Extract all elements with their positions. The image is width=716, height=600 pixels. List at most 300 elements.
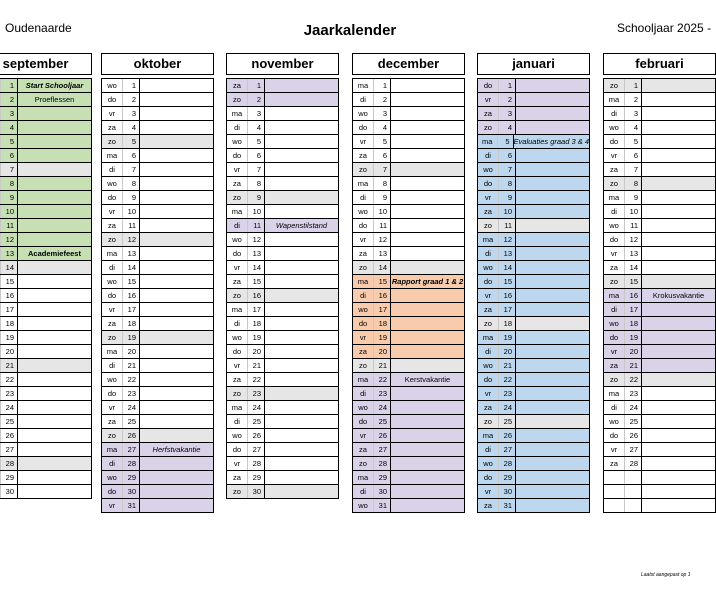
day-row — [478, 107, 589, 121]
month-column-februari — [603, 53, 716, 513]
day-number-cell: 1 — [625, 79, 642, 92]
day-number-cell: 16 — [374, 289, 391, 302]
event-cell — [18, 401, 91, 414]
weekday-cell: za — [604, 457, 625, 470]
weekday-cell: vr — [227, 261, 248, 274]
day-row — [604, 219, 715, 233]
weekday-cell: zo — [227, 387, 248, 400]
day-row — [0, 387, 91, 401]
day-number-cell: 5 — [374, 135, 391, 148]
event-cell — [18, 457, 91, 470]
event-cell — [265, 149, 338, 162]
day-number-cell: 17 — [374, 303, 391, 316]
event-cell — [140, 289, 213, 302]
day-row — [102, 331, 213, 345]
day-number-cell: 19 — [248, 331, 265, 344]
event-cell — [516, 345, 589, 358]
weekday-cell: zo — [604, 373, 625, 386]
day-row — [227, 401, 338, 415]
day-row — [0, 457, 91, 471]
day-row — [102, 387, 213, 401]
weekday-cell: ma — [604, 191, 625, 204]
event-cell — [140, 485, 213, 498]
day-row — [227, 275, 338, 289]
day-row — [353, 163, 464, 177]
event-cell — [18, 485, 91, 498]
event-cell — [140, 135, 213, 148]
day-number-cell: 28 — [123, 457, 140, 470]
event-cell — [140, 93, 213, 106]
day-number-cell: 27 — [374, 443, 391, 456]
day-row — [0, 219, 91, 233]
day-number-cell: 15 — [625, 275, 642, 288]
day-number-cell: 9 — [123, 191, 140, 204]
event-cell — [516, 415, 589, 428]
event-cell — [140, 247, 213, 260]
weekday-cell: wo — [604, 121, 625, 134]
day-number-cell: 26 — [374, 429, 391, 442]
weekday-cell: do — [102, 93, 123, 106]
day-number-cell: 18 — [374, 317, 391, 330]
day-number-cell: 23 — [625, 387, 642, 400]
weekday-cell: wo — [604, 317, 625, 330]
weekday-cell: za — [102, 121, 123, 134]
day-row — [478, 317, 589, 331]
event-cell — [18, 149, 91, 162]
day-row — [478, 205, 589, 219]
day-row — [604, 135, 715, 149]
weekday-cell: za — [478, 401, 499, 414]
day-number-cell: 27 — [1, 443, 18, 456]
day-number-cell: 31 — [499, 499, 516, 512]
day-row — [0, 331, 91, 345]
event-cell — [18, 443, 91, 456]
event-cell — [391, 79, 464, 92]
event-cell — [642, 233, 715, 246]
day-row — [227, 373, 338, 387]
day-row — [227, 205, 338, 219]
weekday-cell: wo — [353, 205, 374, 218]
day-row — [0, 149, 91, 163]
day-number-cell: 6 — [248, 149, 265, 162]
day-row — [227, 219, 338, 233]
weekday-cell: di — [478, 149, 499, 162]
day-row — [227, 415, 338, 429]
day-row — [227, 471, 338, 485]
event-cell — [18, 387, 91, 400]
day-number-cell: 6 — [123, 149, 140, 162]
weekday-cell: vr — [478, 93, 499, 106]
event-cell — [265, 121, 338, 134]
day-number-cell: 10 — [625, 205, 642, 218]
day-row — [0, 429, 91, 443]
day-number-cell: 29 — [499, 471, 516, 484]
weekday-cell: do — [102, 387, 123, 400]
day-row — [604, 303, 715, 317]
weekday-cell: ma — [604, 289, 625, 302]
weekday-cell: zo — [227, 93, 248, 106]
day-row — [604, 79, 715, 93]
day-row — [0, 485, 91, 499]
day-row — [478, 373, 589, 387]
day-number-cell: 18 — [123, 317, 140, 330]
weekday-cell: za — [227, 275, 248, 288]
weekday-cell: zo — [604, 177, 625, 190]
day-number-cell: 9 — [499, 191, 516, 204]
event-cell — [516, 289, 589, 302]
event-cell — [391, 485, 464, 498]
event-cell — [265, 107, 338, 120]
day-number-cell: 16 — [499, 289, 516, 302]
day-number-cell: 16 — [248, 289, 265, 302]
day-number-cell: 2 — [248, 93, 265, 106]
weekday-cell: wo — [353, 107, 374, 120]
event-cell: Proeflessen — [34, 95, 75, 104]
day-number-cell: 31 — [374, 499, 391, 512]
day-row — [102, 485, 213, 499]
day-row — [102, 303, 213, 317]
day-number-cell: 20 — [248, 345, 265, 358]
event-cell — [516, 149, 589, 162]
event-cell — [516, 93, 589, 106]
day-number-cell — [625, 499, 642, 512]
day-row — [478, 233, 589, 247]
weekday-cell: zo — [478, 415, 499, 428]
weekday-cell: za — [478, 107, 499, 120]
event-cell — [516, 359, 589, 372]
day-row — [0, 359, 91, 373]
day-number-cell: 3 — [374, 107, 391, 120]
event-cell — [265, 289, 338, 302]
weekday-cell: zo — [102, 233, 123, 246]
event-cell — [642, 317, 715, 330]
day-number-cell: 19 — [499, 331, 516, 344]
day-row — [227, 457, 338, 471]
weekday-cell: za — [227, 177, 248, 190]
weekday-cell: zo — [478, 317, 499, 330]
day-number-cell: 22 — [123, 373, 140, 386]
weekday-cell: do — [227, 247, 248, 260]
weekday-cell: zo — [102, 135, 123, 148]
weekday-cell: vr — [102, 107, 123, 120]
month-column-november — [226, 53, 339, 499]
day-number-cell: 6 — [1, 149, 18, 162]
day-number-cell: 2 — [374, 93, 391, 106]
weekday-cell: do — [227, 443, 248, 456]
event-cell — [18, 345, 91, 358]
weekday-cell: ma — [227, 401, 248, 414]
weekday-cell: wo — [227, 429, 248, 442]
day-number-cell: 23 — [123, 387, 140, 400]
day-number-cell: 25 — [248, 415, 265, 428]
weekday-cell: di — [102, 261, 123, 274]
weekday-cell: zo — [353, 359, 374, 372]
event-cell — [140, 219, 213, 232]
event-cell — [140, 331, 213, 344]
day-number-cell: 28 — [248, 457, 265, 470]
day-row — [227, 429, 338, 443]
page-title: Jaarkalender — [303, 22, 397, 39]
weekday-cell: vr — [102, 401, 123, 414]
weekday-cell: wo — [604, 219, 625, 232]
day-row — [0, 247, 91, 261]
day-number-cell: 24 — [248, 401, 265, 414]
event-cell — [516, 317, 589, 330]
day-row — [478, 149, 589, 163]
day-row — [227, 121, 338, 135]
weekday-cell: vr — [102, 303, 123, 316]
weekday-cell: ma — [604, 93, 625, 106]
event-cell — [391, 429, 464, 442]
day-number-cell: 15 — [374, 275, 391, 288]
event-cell — [391, 247, 464, 260]
weekday-cell: ma — [102, 345, 123, 358]
day-number-cell: 12 — [499, 233, 516, 246]
weekday-cell: di — [478, 345, 499, 358]
day-row — [0, 177, 91, 191]
weekday-cell: za — [102, 415, 123, 428]
event-cell — [265, 373, 338, 386]
day-row — [478, 303, 589, 317]
day-row — [227, 331, 338, 345]
weekday-cell: wo — [102, 79, 123, 92]
day-number-cell: 8 — [374, 177, 391, 190]
event-cell — [516, 107, 589, 120]
day-row — [227, 485, 338, 499]
day-row — [0, 401, 91, 415]
weekday-cell: zo — [478, 219, 499, 232]
weekday-cell: do — [353, 121, 374, 134]
day-row — [0, 205, 91, 219]
day-row — [353, 415, 464, 429]
event-cell — [265, 345, 338, 358]
event-cell — [391, 401, 464, 414]
day-row — [102, 317, 213, 331]
event-cell — [642, 359, 715, 372]
event-cell — [642, 373, 715, 386]
event-cell — [140, 275, 213, 288]
event-cell — [516, 219, 589, 232]
day-row — [604, 457, 715, 471]
day-row — [227, 191, 338, 205]
event-cell — [265, 471, 338, 484]
day-row — [478, 443, 589, 457]
day-number-cell: 9 — [1, 191, 18, 204]
day-number-cell: 26 — [248, 429, 265, 442]
weekday-cell: za — [353, 345, 374, 358]
day-row — [353, 177, 464, 191]
event-cell — [516, 443, 589, 456]
day-row — [604, 275, 715, 289]
day-row — [353, 471, 464, 485]
weekday-cell: vr — [353, 429, 374, 442]
day-number-cell: 22 — [1, 373, 18, 386]
day-row — [102, 415, 213, 429]
day-number-cell: 19 — [1, 331, 18, 344]
event-cell — [391, 303, 464, 316]
day-number-cell: 8 — [248, 177, 265, 190]
weekday-cell: zo — [102, 331, 123, 344]
event-cell — [265, 303, 338, 316]
day-row — [227, 233, 338, 247]
event-cell: Academiefeest — [28, 249, 81, 258]
event-cell — [516, 163, 589, 176]
day-number-cell: 5 — [1, 135, 18, 148]
day-row — [102, 247, 213, 261]
day-row — [0, 317, 91, 331]
day-number-cell: 6 — [625, 149, 642, 162]
day-number-cell: 22 — [374, 373, 391, 386]
event-cell — [516, 121, 589, 134]
day-number-cell: 22 — [625, 373, 642, 386]
event-cell — [265, 261, 338, 274]
weekday-cell: ma — [353, 275, 374, 288]
weekday-cell: do — [227, 345, 248, 358]
day-number-cell: 30 — [374, 485, 391, 498]
event-cell — [18, 415, 91, 428]
day-row — [604, 471, 715, 485]
day-number-cell: 12 — [123, 233, 140, 246]
day-row — [102, 429, 213, 443]
day-row — [102, 219, 213, 233]
weekday-cell: vr — [227, 163, 248, 176]
event-cell — [140, 401, 213, 414]
event-cell — [642, 485, 715, 498]
day-row — [102, 149, 213, 163]
day-row — [604, 247, 715, 261]
day-row — [0, 345, 91, 359]
day-row — [353, 121, 464, 135]
event-cell — [516, 401, 589, 414]
day-row — [604, 485, 715, 499]
weekday-cell: za — [227, 373, 248, 386]
event-cell — [516, 303, 589, 316]
weekday-cell: zo — [227, 289, 248, 302]
day-row — [353, 191, 464, 205]
day-number-cell: 20 — [123, 345, 140, 358]
day-number-cell: 27 — [499, 443, 516, 456]
day-number-cell: 18 — [248, 317, 265, 330]
event-cell — [265, 163, 338, 176]
day-row — [0, 471, 91, 485]
day-row — [478, 331, 589, 345]
day-row — [478, 415, 589, 429]
event-cell — [140, 191, 213, 204]
weekday-cell: di — [227, 121, 248, 134]
day-row — [353, 387, 464, 401]
event-cell — [391, 443, 464, 456]
day-number-cell: 8 — [1, 177, 18, 190]
event-cell: Herfstvakantie — [152, 445, 201, 454]
day-row — [0, 275, 91, 289]
event-cell — [391, 331, 464, 344]
day-row — [102, 261, 213, 275]
weekday-cell: vr — [353, 331, 374, 344]
day-row — [227, 317, 338, 331]
day-number-cell: 27 — [248, 443, 265, 456]
day-row — [353, 107, 464, 121]
day-row — [604, 317, 715, 331]
day-row — [604, 93, 715, 107]
day-row — [102, 205, 213, 219]
event-cell — [642, 121, 715, 134]
month-column-oktober — [101, 53, 214, 513]
weekday-cell: do — [478, 177, 499, 190]
day-row — [353, 317, 464, 331]
weekday-cell: za — [604, 163, 625, 176]
day-number-cell: 29 — [123, 471, 140, 484]
event-cell — [642, 163, 715, 176]
day-row — [353, 345, 464, 359]
school-year: Schooljaar 2025 - — [617, 21, 712, 35]
day-number-cell: 2 — [1, 93, 18, 106]
event-cell — [391, 149, 464, 162]
weekday-cell: vr — [604, 443, 625, 456]
day-number-cell: 4 — [499, 121, 516, 134]
day-row — [102, 345, 213, 359]
event-cell — [642, 331, 715, 344]
day-number-cell: 28 — [499, 457, 516, 470]
weekday-cell: do — [478, 471, 499, 484]
day-number-cell: 13 — [374, 247, 391, 260]
event-cell — [642, 177, 715, 190]
weekday-cell: ma — [478, 135, 498, 148]
day-number-cell: 7 — [499, 163, 516, 176]
day-number-cell: 9 — [625, 191, 642, 204]
day-row — [604, 373, 715, 387]
day-number-cell: 3 — [248, 107, 265, 120]
day-row — [353, 457, 464, 471]
day-number-cell: 19 — [123, 331, 140, 344]
weekday-cell: zo — [353, 163, 374, 176]
day-row — [102, 163, 213, 177]
event-cell — [265, 331, 338, 344]
weekday-cell: di — [102, 457, 123, 470]
event-cell — [516, 387, 589, 400]
day-row — [227, 303, 338, 317]
weekday-cell: ma — [478, 429, 499, 442]
day-number-cell: 29 — [374, 471, 391, 484]
day-number-cell: 15 — [248, 275, 265, 288]
weekday-cell: di — [353, 289, 374, 302]
day-number-cell: 9 — [374, 191, 391, 204]
day-number-cell: 25 — [499, 415, 516, 428]
weekday-cell: do — [604, 331, 625, 344]
day-number-cell: 7 — [1, 163, 18, 176]
event-cell — [391, 121, 464, 134]
day-row — [102, 289, 213, 303]
day-number-cell: 1 — [1, 79, 18, 92]
last-updated-note: Laatst aangepast op 1 — [641, 572, 691, 578]
event-cell — [18, 317, 91, 330]
day-row — [227, 443, 338, 457]
weekday-cell: vr — [102, 205, 123, 218]
day-number-cell: 26 — [1, 429, 18, 442]
event-cell — [18, 261, 91, 274]
day-row — [102, 471, 213, 485]
weekday-cell: wo — [102, 275, 123, 288]
day-row — [0, 79, 91, 93]
event-cell — [642, 219, 715, 232]
event-cell — [140, 233, 213, 246]
day-row — [0, 121, 91, 135]
weekday-cell: di — [102, 163, 123, 176]
event-cell — [642, 415, 715, 428]
weekday-cell: za — [227, 471, 248, 484]
weekday-cell: vr — [353, 233, 374, 246]
weekday-cell: di — [227, 219, 248, 232]
day-row — [478, 485, 589, 499]
